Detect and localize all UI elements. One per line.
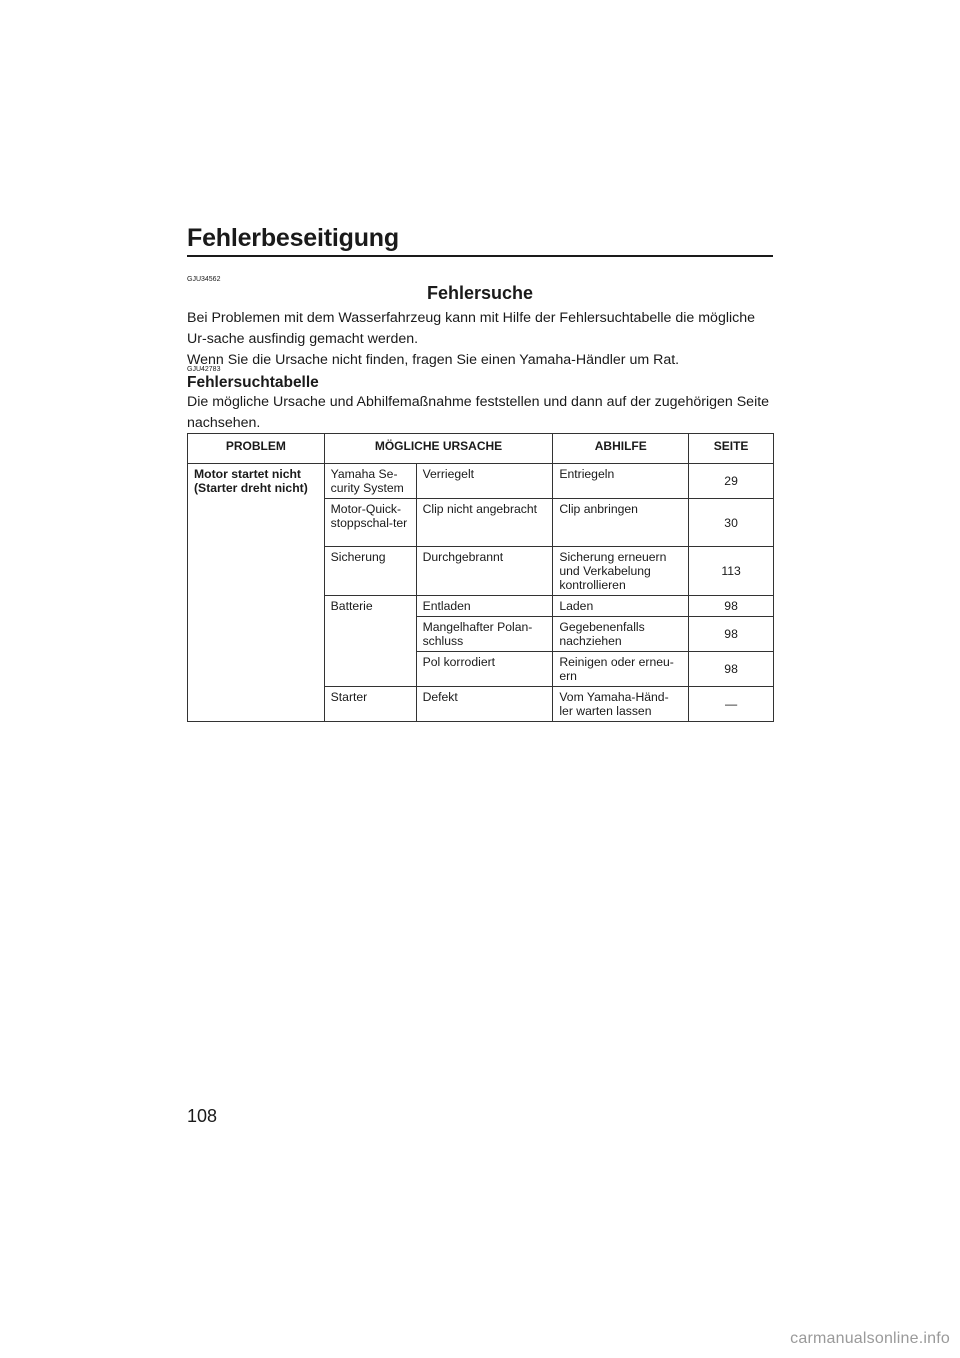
watermark: carmanualsonline.info: [790, 1330, 950, 1347]
remedy-cell: Entriegeln: [553, 464, 689, 499]
cause-cell: Defekt: [416, 687, 553, 722]
header-rule: [187, 255, 773, 257]
problem-cell: Motor startet nicht (Starter dreht nicht): [188, 464, 325, 722]
cause-cell: Entladen: [416, 596, 553, 617]
remedy-cell: Clip anbringen: [553, 499, 689, 547]
remedy-cell: Reinigen oder erneu-ern: [553, 652, 689, 687]
header-remedy: ABHILFE: [553, 434, 689, 464]
cause-cell: Verriegelt: [416, 464, 553, 499]
cause-cell: Clip nicht angebracht: [416, 499, 553, 547]
header-problem: PROBLEM: [188, 434, 325, 464]
header-cause: MÖGLICHE URSACHE: [324, 434, 553, 464]
table-header-row: [188, 434, 774, 464]
intro-paragraph: Bei Problemen mit dem Wasserfahrzeug kann mit Hilfe der Fehlersuchtabelle die mögliche Ur-sache ausfindig gemacht werden.: [187, 310, 756, 347]
dealer-paragraph: Wenn Sie die Ursache nicht finden, fragen Sie einen Yamaha-Händler um Rat.: [187, 352, 680, 368]
table-intro-paragraph: Die mögliche Ursache und Abhilfemaßnahme feststellen und dann auf der zugehörigen Seite nachsehen.: [187, 394, 770, 431]
component-cell: Sicherung: [324, 547, 416, 596]
page-cell: —: [689, 687, 774, 722]
component-cell: Batterie: [324, 596, 416, 687]
component-cell: Yamaha Se-curity System: [324, 464, 416, 499]
cause-cell: Durchgebrannt: [416, 547, 553, 596]
subsection-title: Fehlersuchtabelle: [187, 374, 319, 391]
remedy-cell: Gegebenenfalls nachziehen: [553, 617, 689, 652]
subsection-code: GJU42783: [187, 366, 221, 373]
page-number: 108: [187, 1106, 218, 1126]
page-cell: 98: [689, 596, 774, 617]
cause-cell: Pol korrodiert: [416, 652, 553, 687]
remedy-cell: Sicherung erneuern und Verkabelung kontrollieren: [553, 547, 689, 596]
remedy-cell: Vom Yamaha-Händ-ler warten lassen: [553, 687, 689, 722]
section-code: GJU34562: [187, 276, 221, 283]
table-row: [188, 464, 774, 499]
page-cell: 29: [689, 464, 774, 499]
remedy-cell: Laden: [553, 596, 689, 617]
cause-cell: Mangelhafter Polan-schluss: [416, 617, 553, 652]
component-cell: Starter: [324, 687, 416, 722]
component-cell: Motor-Quick-stoppschal-ter: [324, 499, 416, 547]
page-cell: 98: [689, 617, 774, 652]
header-page: SEITE: [689, 434, 774, 464]
chapter-title: Fehlerbeseitigung: [187, 224, 399, 252]
page-cell: 113: [689, 547, 774, 596]
section-title: Fehlersuche: [426, 283, 534, 303]
troubleshooting-table: [187, 433, 774, 722]
page-cell: 30: [689, 499, 774, 547]
page-cell: 98: [689, 652, 774, 687]
page-header: [187, 224, 773, 257]
